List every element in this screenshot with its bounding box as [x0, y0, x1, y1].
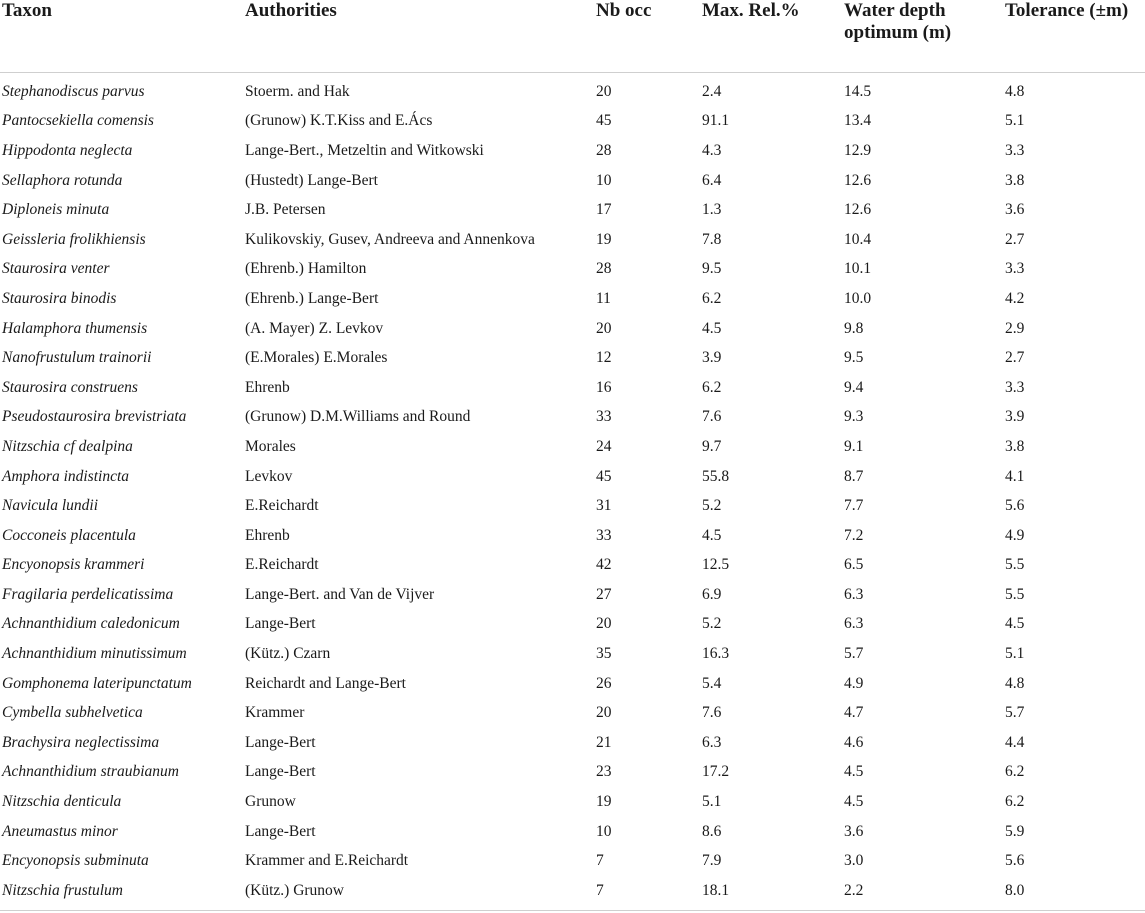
cell-tolerance: 5.5 [1005, 585, 1025, 603]
bottom-rule [0, 910, 1145, 911]
cell-nb-occ: 20 [596, 82, 612, 100]
cell-authorities: J.B. Petersen [245, 201, 326, 219]
cell-max-rel: 6.4 [702, 171, 722, 189]
cell-taxon: Staurosira construens [2, 378, 138, 396]
cell-taxon: Cocconeis placentula [2, 526, 136, 544]
cell-nb-occ: 7 [596, 881, 604, 899]
table-row [0, 195, 1145, 225]
cell-authorities: Lange-Bert [245, 822, 316, 840]
cell-water-depth-optimum: 8.7 [844, 467, 864, 485]
cell-tolerance: 4.8 [1005, 674, 1025, 692]
cell-water-depth-optimum: 4.9 [844, 674, 864, 692]
table-row [0, 521, 1145, 551]
cell-nb-occ: 19 [596, 230, 612, 248]
cell-max-rel: 4.5 [702, 319, 722, 337]
cell-authorities: (A. Mayer) Z. Levkov [245, 319, 384, 337]
cell-taxon: Sellaphora rotunda [2, 171, 123, 189]
cell-authorities: Krammer and E.Reichardt [245, 852, 409, 870]
cell-authorities: Ehrenb [245, 378, 290, 396]
cell-water-depth-optimum: 10.0 [844, 289, 872, 307]
cell-taxon: Nitzschia frustulum [2, 881, 124, 899]
cell-nb-occ: 27 [596, 585, 612, 603]
cell-authorities: (Kütz.) Grunow [245, 881, 345, 899]
cell-water-depth-optimum: 12.6 [844, 171, 872, 189]
cell-nb-occ: 35 [596, 645, 612, 663]
cell-nb-occ: 11 [596, 289, 611, 307]
cell-taxon: Gomphonema lateripunctatum [2, 674, 192, 692]
cell-tolerance: 5.1 [1005, 645, 1025, 663]
cell-tolerance: 4.9 [1005, 526, 1025, 544]
cell-authorities: Lange-Bert [245, 763, 316, 781]
table-row [0, 610, 1145, 640]
cell-authorities: E.Reichardt [245, 556, 319, 574]
cell-water-depth-optimum: 6.5 [844, 556, 864, 574]
table-row [0, 758, 1145, 788]
cell-authorities: (Hustedt) Lange-Bert [245, 171, 378, 189]
cell-taxon: Brachysira neglectissima [2, 733, 160, 751]
cell-tolerance: 5.5 [1005, 556, 1025, 574]
cell-taxon: Navicula lundii [2, 497, 99, 515]
cell-authorities: Grunow [245, 793, 296, 811]
cell-authorities: Krammer [245, 704, 305, 722]
cell-max-rel: 9.7 [702, 437, 722, 455]
cell-nb-occ: 31 [596, 497, 612, 515]
table-row [0, 698, 1145, 728]
table-row [0, 551, 1145, 581]
cell-tolerance: 5.9 [1005, 822, 1025, 840]
cell-nb-occ: 23 [596, 763, 612, 781]
header-taxon: Taxon [0, 0, 245, 73]
cell-nb-occ: 10 [596, 822, 612, 840]
cell-water-depth-optimum: 10.1 [844, 260, 872, 278]
cell-authorities: (Ehrenb.) Lange-Bert [245, 289, 379, 307]
header-tolerance: Tolerance (±m) [1005, 0, 1145, 73]
cell-water-depth-optimum: 10.4 [844, 230, 872, 248]
cell-max-rel: 9.5 [702, 260, 722, 278]
cell-taxon: Diploneis minuta [2, 201, 110, 219]
table-row [0, 817, 1145, 847]
cell-tolerance: 5.6 [1005, 497, 1025, 515]
cell-taxon: Achnanthidium straubianum [2, 763, 179, 781]
cell-tolerance: 3.3 [1005, 260, 1025, 278]
cell-water-depth-optimum: 6.3 [844, 615, 864, 633]
table-row [0, 846, 1145, 876]
table-row [0, 343, 1145, 373]
cell-water-depth-optimum: 4.7 [844, 704, 864, 722]
table-row [0, 728, 1145, 758]
header-authorities: Authorities [245, 0, 596, 73]
cell-tolerance: 3.8 [1005, 171, 1025, 189]
table-row [0, 107, 1145, 137]
cell-taxon: Geissleria frolikhiensis [2, 230, 146, 248]
cell-authorities: Morales [245, 437, 296, 455]
cell-max-rel: 7.8 [702, 230, 722, 248]
cell-nb-occ: 28 [596, 141, 612, 159]
cell-nb-occ: 33 [596, 408, 612, 426]
cell-tolerance: 2.7 [1005, 349, 1025, 367]
cell-max-rel: 5.2 [702, 497, 722, 515]
table-header [0, 0, 1145, 73]
cell-water-depth-optimum: 6.3 [844, 585, 864, 603]
cell-tolerance: 3.9 [1005, 408, 1025, 426]
cell-water-depth-optimum: 9.3 [844, 408, 864, 426]
table-row [0, 639, 1145, 669]
table-row [0, 136, 1145, 166]
table-row [0, 225, 1145, 255]
cell-water-depth-optimum: 12.6 [844, 201, 872, 219]
table-row [0, 403, 1145, 433]
cell-taxon: Nitzschia cf dealpina [2, 437, 133, 455]
cell-max-rel: 5.1 [702, 793, 722, 811]
cell-authorities: E.Reichardt [245, 497, 319, 515]
cell-max-rel: 6.3 [702, 733, 722, 751]
table-row [0, 432, 1145, 462]
cell-nb-occ: 20 [596, 615, 612, 633]
cell-nb-occ: 45 [596, 467, 612, 485]
cell-taxon: Pseudostaurosira brevistriata [2, 408, 187, 426]
cell-taxon: Achnanthidium caledonicum [2, 615, 180, 633]
cell-max-rel: 7.9 [702, 852, 722, 870]
cell-max-rel: 16.3 [702, 645, 730, 663]
cell-tolerance: 6.2 [1005, 763, 1025, 781]
cell-max-rel: 2.4 [702, 82, 722, 100]
cell-tolerance: 4.2 [1005, 289, 1025, 307]
cell-tolerance: 3.3 [1005, 141, 1025, 159]
cell-tolerance: 5.1 [1005, 112, 1025, 130]
cell-tolerance: 8.0 [1005, 881, 1025, 899]
cell-max-rel: 3.9 [702, 349, 722, 367]
table-row [0, 314, 1145, 344]
cell-nb-occ: 33 [596, 526, 612, 544]
cell-authorities: (Kütz.) Czarn [245, 645, 331, 663]
cell-tolerance: 6.2 [1005, 793, 1025, 811]
cell-authorities: Reichardt and Lange-Bert [245, 674, 406, 692]
cell-taxon: Fragilaria perdelicatissima [2, 585, 174, 603]
cell-water-depth-optimum: 3.0 [844, 852, 864, 870]
cell-taxon: Achnanthidium minutissimum [2, 645, 187, 663]
cell-water-depth-optimum: 7.2 [844, 526, 864, 544]
cell-nb-occ: 28 [596, 260, 612, 278]
cell-max-rel: 6.2 [702, 378, 722, 396]
cell-authorities: (Grunow) D.M.Williams and Round [245, 408, 471, 426]
table-body [0, 73, 1145, 906]
table-row [0, 73, 1145, 107]
table-row [0, 669, 1145, 699]
cell-max-rel: 6.2 [702, 289, 722, 307]
cell-taxon: Cymbella subhelvetica [2, 704, 143, 722]
header-row [0, 0, 1145, 73]
cell-taxon: Staurosira binodis [2, 289, 117, 307]
cell-water-depth-optimum: 2.2 [844, 881, 864, 899]
table-row [0, 876, 1145, 906]
cell-max-rel: 91.1 [702, 112, 730, 130]
cell-nb-occ: 19 [596, 793, 612, 811]
cell-water-depth-optimum: 13.4 [844, 112, 872, 130]
cell-water-depth-optimum: 7.7 [844, 497, 864, 515]
cell-taxon: Hippodonta neglecta [2, 141, 133, 159]
cell-taxon: Stephanodiscus parvus [2, 82, 145, 100]
cell-water-depth-optimum: 14.5 [844, 82, 872, 100]
cell-water-depth-optimum: 5.7 [844, 645, 864, 663]
cell-nb-occ: 16 [596, 378, 612, 396]
cell-nb-occ: 20 [596, 319, 612, 337]
cell-tolerance: 2.9 [1005, 319, 1025, 337]
table-row [0, 787, 1145, 817]
cell-nb-occ: 10 [596, 171, 612, 189]
cell-water-depth-optimum: 9.8 [844, 319, 864, 337]
cell-water-depth-optimum: 3.6 [844, 822, 864, 840]
cell-authorities: Levkov [245, 467, 293, 485]
cell-nb-occ: 24 [596, 437, 612, 455]
cell-taxon: Halamphora thumensis [2, 319, 148, 337]
cell-max-rel: 4.3 [702, 141, 722, 159]
cell-max-rel: 55.8 [702, 467, 730, 485]
cell-authorities: Lange-Bert [245, 615, 316, 633]
table-row [0, 166, 1145, 196]
cell-nb-occ: 20 [596, 704, 612, 722]
cell-water-depth-optimum: 12.9 [844, 141, 872, 159]
cell-taxon: Encyonopsis subminuta [2, 852, 149, 870]
cell-nb-occ: 12 [596, 349, 612, 367]
cell-max-rel: 7.6 [702, 704, 722, 722]
cell-taxon: Nitzschia denticula [2, 793, 122, 811]
cell-tolerance: 4.5 [1005, 615, 1025, 633]
cell-max-rel: 8.6 [702, 822, 722, 840]
cell-taxon: Encyonopsis krammeri [2, 556, 145, 574]
table-row [0, 255, 1145, 285]
cell-tolerance: 5.6 [1005, 852, 1025, 870]
cell-max-rel: 1.3 [702, 201, 722, 219]
cell-tolerance: 3.3 [1005, 378, 1025, 396]
cell-authorities: Stoerm. and Hak [245, 82, 350, 100]
cell-max-rel: 5.2 [702, 615, 722, 633]
cell-tolerance: 2.7 [1005, 230, 1025, 248]
cell-max-rel: 7.6 [702, 408, 722, 426]
cell-water-depth-optimum: 4.5 [844, 763, 864, 781]
cell-taxon: Nanofrustulum trainorii [2, 349, 152, 367]
cell-taxon: Staurosira venter [2, 260, 110, 278]
table-row [0, 284, 1145, 314]
cell-authorities: Ehrenb [245, 526, 290, 544]
cell-max-rel: 12.5 [702, 556, 730, 574]
cell-water-depth-optimum: 4.5 [844, 793, 864, 811]
cell-taxon: Pantocsekiella comensis [2, 112, 154, 130]
cell-water-depth-optimum: 9.4 [844, 378, 864, 396]
cell-water-depth-optimum: 9.5 [844, 349, 864, 367]
cell-tolerance: 3.8 [1005, 437, 1025, 455]
cell-taxon: Aneumastus minor [2, 822, 118, 840]
cell-nb-occ: 45 [596, 112, 612, 130]
cell-tolerance: 3.6 [1005, 201, 1025, 219]
cell-authorities: Lange-Bert. and Van de Vijver [245, 585, 435, 603]
cell-water-depth-optimum: 4.6 [844, 733, 864, 751]
cell-max-rel: 17.2 [702, 763, 730, 781]
table-row [0, 491, 1145, 521]
cell-authorities: (E.Morales) E.Morales [245, 349, 388, 367]
header-water-depth-optimum: Water depth optimum (m) [844, 0, 1005, 73]
cell-tolerance: 4.8 [1005, 82, 1025, 100]
cell-tolerance: 5.7 [1005, 704, 1025, 722]
cell-tolerance: 4.1 [1005, 467, 1025, 485]
table-row [0, 462, 1145, 492]
header-nb-occ: Nb occ [596, 0, 702, 73]
cell-water-depth-optimum: 9.1 [844, 437, 864, 455]
table-row [0, 373, 1145, 403]
cell-taxon: Amphora indistincta [2, 467, 130, 485]
cell-nb-occ: 21 [596, 733, 612, 751]
cell-max-rel: 6.9 [702, 585, 722, 603]
cell-tolerance: 4.4 [1005, 733, 1025, 751]
cell-max-rel: 4.5 [702, 526, 722, 544]
cell-nb-occ: 17 [596, 201, 612, 219]
cell-nb-occ: 42 [596, 556, 612, 574]
table-row [0, 580, 1145, 610]
cell-max-rel: 5.4 [702, 674, 722, 692]
cell-max-rel: 18.1 [702, 881, 730, 899]
cell-authorities: Lange-Bert [245, 733, 316, 751]
cell-authorities: Kulikovskiy, Gusev, Andreeva and Annenkova [245, 230, 535, 248]
header-max-rel: Max. Rel.% [702, 0, 844, 73]
cell-authorities: (Ehrenb.) Hamilton [245, 260, 367, 278]
cell-nb-occ: 7 [596, 852, 604, 870]
cell-authorities: Lange-Bert., Metzeltin and Witkowski [245, 141, 484, 159]
cell-nb-occ: 26 [596, 674, 612, 692]
cell-authorities: (Grunow) K.T.Kiss and E.Ács [245, 112, 433, 130]
